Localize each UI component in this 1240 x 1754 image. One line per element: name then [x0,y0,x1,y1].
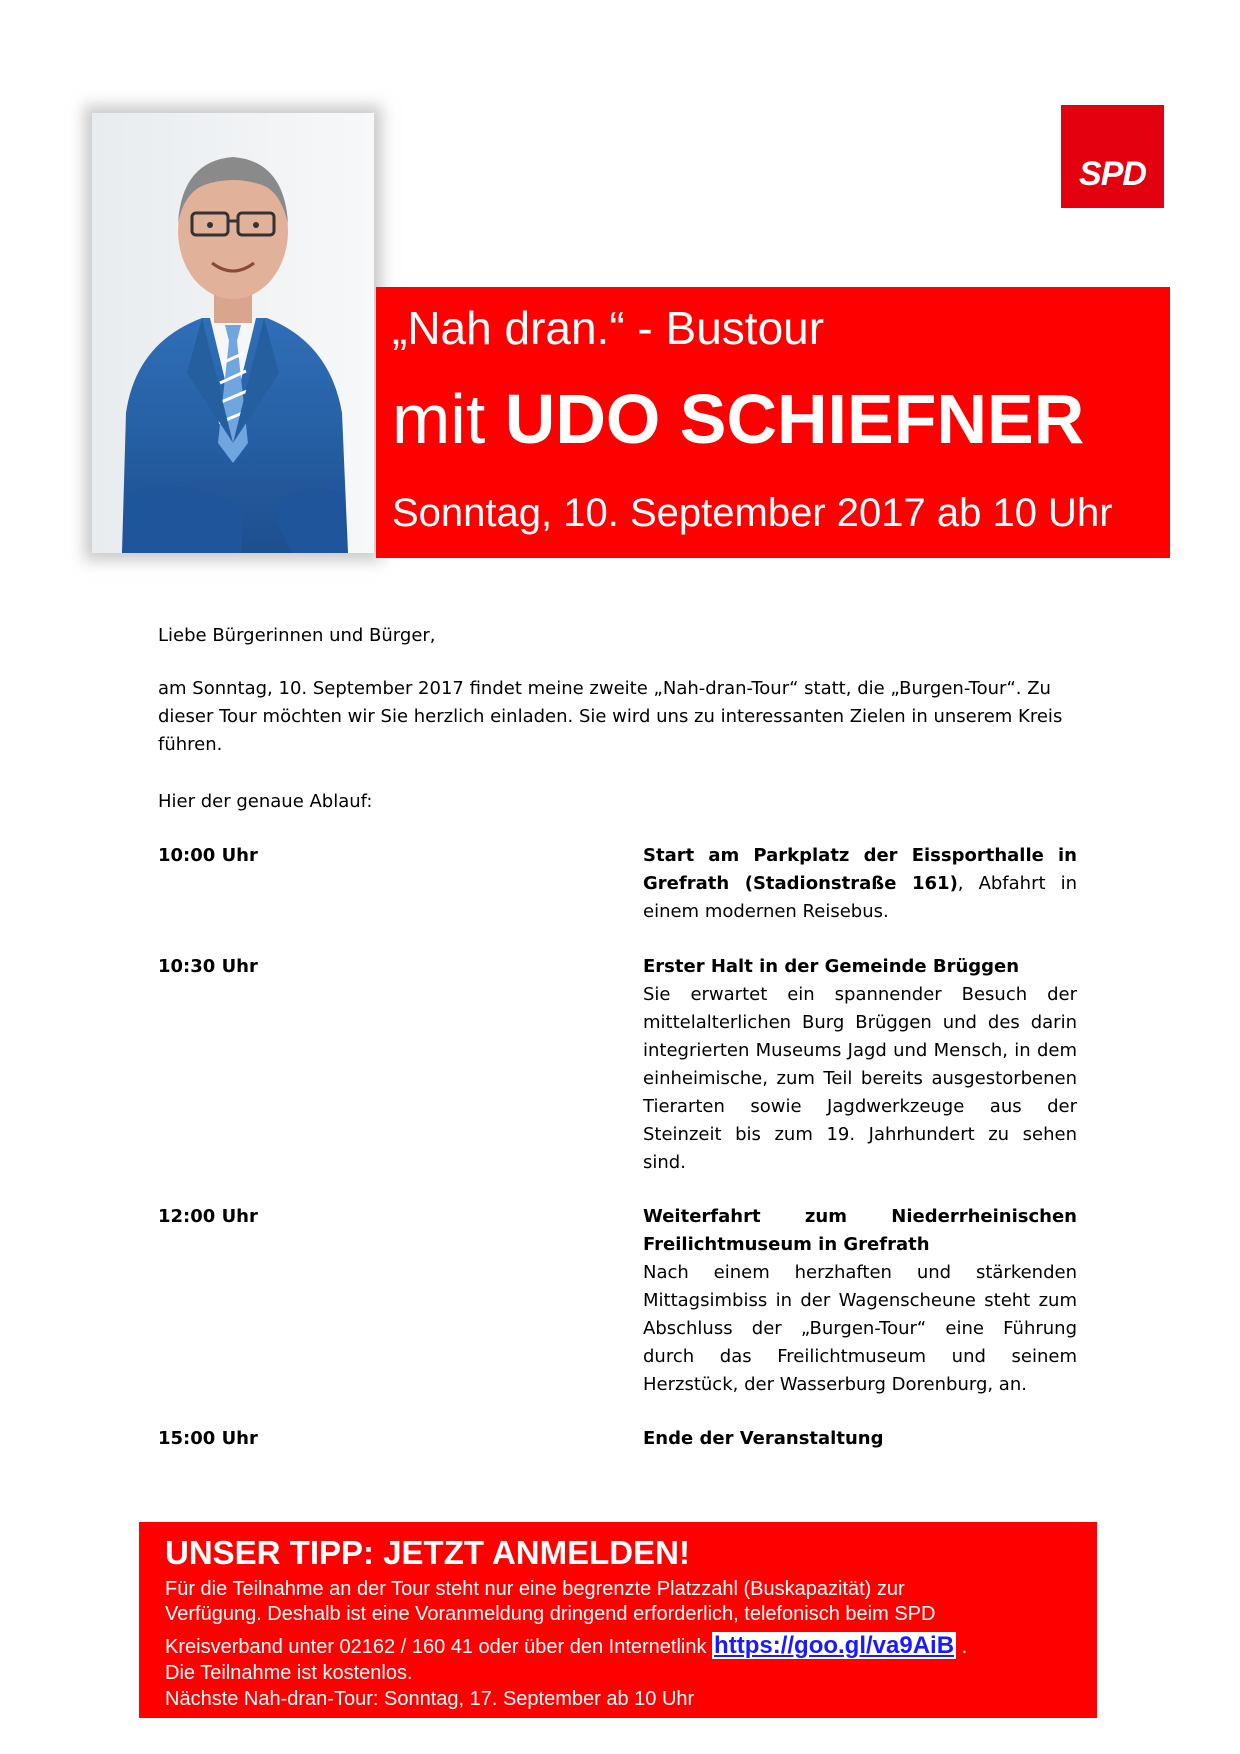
schedule-text: , Abfahrt in einem modernen Reisebus. [643,873,1077,922]
footer-link-prefix: Kreisverband unter 02162 / 160 41 oder über den Internetlink [165,1636,713,1658]
spd-logo-text: SPD [1079,155,1146,193]
next-tour-info: Nächste Nah-dran-Tour: Sonntag, 17. September ab 10 Uhr [165,1688,695,1710]
schedule-description [643,953,1077,1177]
schedule-description [643,842,1077,926]
spd-logo [1061,105,1164,208]
schedule-time: 10:00 Uhr [158,845,258,866]
registration-heading: UNSER TIPP: JETZT ANMELDEN! [165,1534,690,1571]
footer-link-suffix: . [956,1636,968,1658]
schedule-title: Weiterfahrt zum Niederrheinischen Freilichtmuseum in Grefrath [643,1206,1077,1255]
schedule-list [158,842,1078,1455]
candidate-photo [92,113,374,553]
footer-banner [139,1522,1097,1718]
schedule-title: Ende der Veranstaltung [643,1428,884,1449]
event-date: Sonntag, 10. September 2017 ab 10 Uhr [392,491,1113,535]
event-title: „Nah dran.“ - Bustour [392,302,825,354]
greeting: Liebe Bürgerinnen und Bürger, [158,625,436,646]
host-name: UDO SCHIEFNER [504,380,1085,458]
header-banner [376,287,1170,558]
event-host-prefix: mit [392,380,505,458]
schedule-item [158,953,1078,1203]
schedule-time: 15:00 Uhr [158,1428,258,1449]
registration-link[interactable]: https://goo.gl/va9AiB [714,1632,955,1659]
schedule-text: Nach einem herzhaften und stärkenden Mittagsimbiss in der Wagenscheune steht zum Abschluss der „Burgen-Tour“ eine Führung durch das Freilichtmuseum und seinem Herzstück, der Wasserburg Dorenburg, an. [643,1262,1077,1395]
schedule-item [158,842,1078,953]
schedule-item [158,1203,1078,1425]
schedule-time: 10:30 Uhr [158,956,258,977]
schedule-item [158,1425,1078,1455]
schedule-title: Start am Parkplatz der Eissporthalle in Grefrath (Stadionstraße 161) [643,845,1077,894]
footer-link-line [165,1632,967,1660]
footer-text-line: Verfügung. Deshalb ist eine Voranmeldung dringend erforderlich, telefonisch beim SPD [165,1603,936,1625]
schedule-heading: Hier der genaue Ablauf: [158,791,373,812]
schedule-title: Erster Halt in der Gemeinde Brüggen [643,956,1020,977]
schedule-text: Sie erwartet ein spannender Besuch der mittelalterlichen Burg Brüggen und des darin integrierten Museums Jagd und Mensch, in dem einheimische, zum Teil bereits ausgestorbenen Tierarten sowie Jagdwerkzeuge aus der Steinzeit bis zum 19. Jahrhundert zu sehen sind. [643,984,1077,1173]
footer-text-line: Für die Teilnahme an der Tour steht nur eine begrenzte Platzzahl (Buskapazität) zur [165,1578,905,1600]
schedule-description [643,1425,1077,1453]
schedule-time: 12:00 Uhr [158,1206,258,1227]
event-host [392,379,1084,459]
schedule-description [643,1203,1077,1399]
intro-paragraph: am Sonntag, 10. September 2017 findet meine zweite „Nah-dran-Tour“ statt, die „Burgen-Tour“. Zu dieser Tour möchten wir Sie herzlich einladen. Sie wird uns zu interessanten Zielen in unserem Kreis führen. [158,678,1063,755]
footer-text-line: Die Teilnahme ist kostenlos. [165,1662,413,1684]
